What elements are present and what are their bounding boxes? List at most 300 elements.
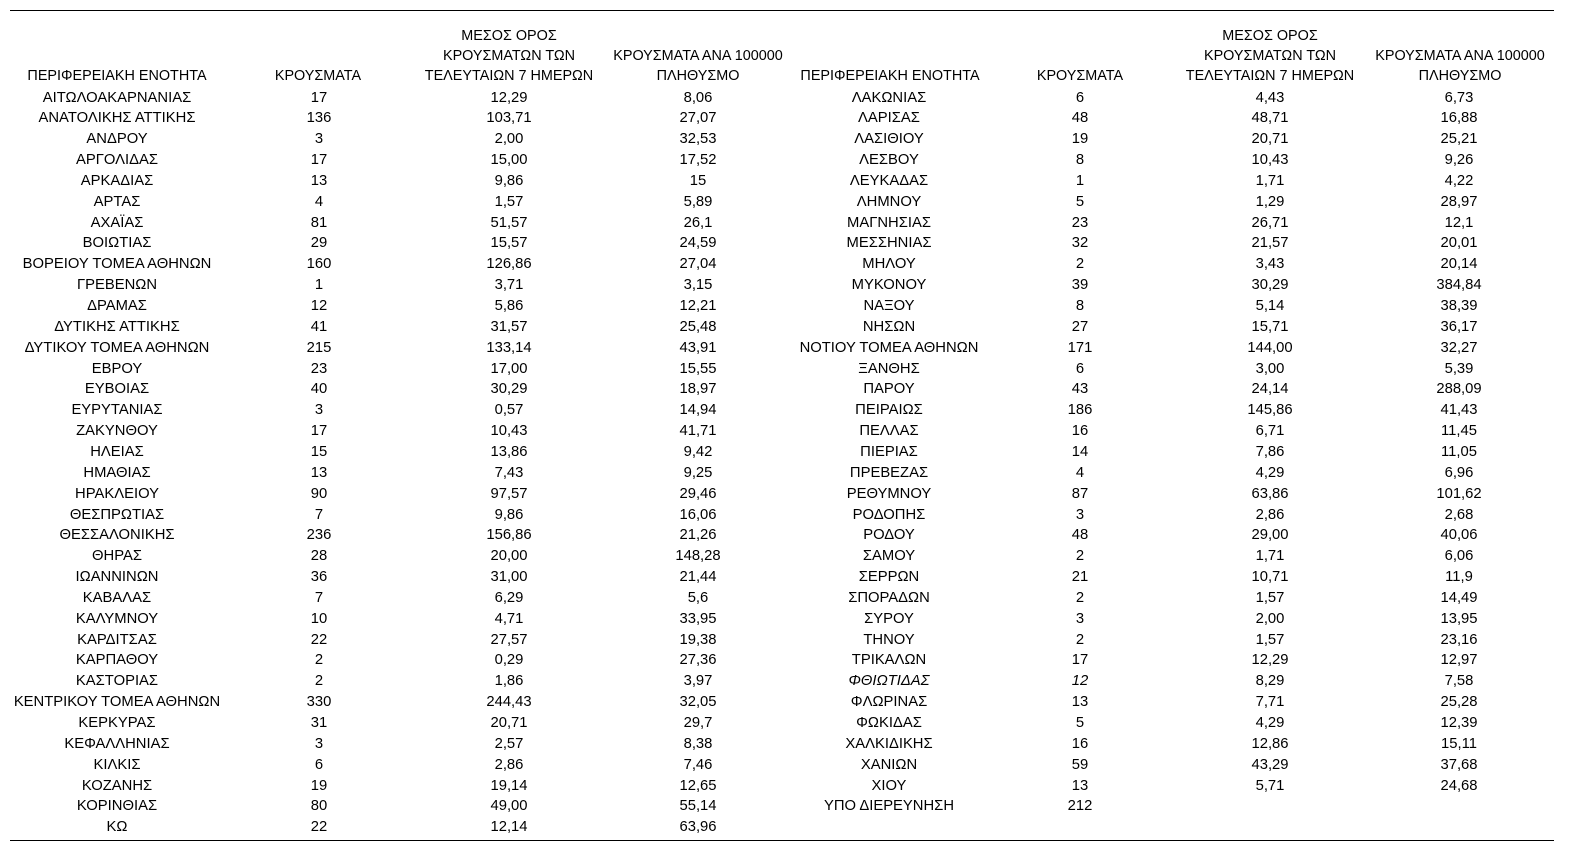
cases-cell: 81	[310, 214, 328, 231]
avg7-cell: 1,29	[1255, 193, 1285, 210]
per100k-cell: 5,39	[1444, 360, 1474, 377]
cases-cell: 160	[306, 256, 332, 273]
per100k-cell: 11,45	[1441, 423, 1477, 440]
cases-cell: 6	[314, 756, 324, 773]
per100k-cell: 16,88	[1440, 110, 1478, 127]
cases-cell: 6	[1075, 89, 1085, 106]
table-row	[10, 108, 1554, 129]
region-cell: ΛΑΣΙΘΙΟΥ	[854, 131, 924, 148]
cases-cell: 136	[306, 110, 332, 127]
per100k-cell: 12,21	[679, 298, 717, 314]
avg7-cell: 3,71	[494, 277, 524, 294]
per100k-cell: 3,97	[683, 673, 713, 690]
region-cell: ΡΟΔΟΠΗΣ	[852, 506, 926, 523]
region-cell: ΚΕΝΤΡΙΚΟΥ ΤΟΜΕΑ ΑΘΗΝΩΝ	[13, 694, 221, 711]
table-row	[10, 525, 1554, 546]
cases-cell: 41	[310, 318, 328, 335]
region-cell: ΚΙΛΚΙΣ	[93, 756, 141, 773]
avg7-cell: 1,71	[1255, 172, 1285, 189]
cases-cell: 212	[1067, 798, 1093, 815]
avg7-cell: 156,86	[486, 527, 532, 544]
avg7-cell: 20,71	[1251, 131, 1289, 148]
avg7-cell: 20,71	[490, 715, 528, 731]
table-row	[10, 588, 1554, 609]
avg7-cell: 29,00	[1251, 527, 1289, 544]
cases-cell: 5	[1075, 193, 1085, 210]
header-region-label: ΠΕΡΙΦΕΡΕΙΑΚΗ ΕΝΟΤΗΤΑ	[27, 68, 207, 84]
region-cell: ΣΠΟΡΑΔΩΝ	[848, 589, 930, 606]
table-row	[10, 275, 1554, 296]
cases-cell: 17	[310, 152, 328, 169]
region-cell: ΛΑΚΩΝΙΑΣ	[851, 89, 927, 106]
per100k-cell: 8,38	[683, 735, 713, 752]
cases-cell: 22	[310, 631, 328, 648]
per100k-cell: 25,21	[1440, 131, 1478, 148]
region-cell: ΜΑΓΝΗΣΙΑΣ	[847, 214, 931, 231]
region-cell: ΡΟΔΟΥ	[863, 527, 915, 544]
cases-cell: 12	[310, 298, 328, 314]
region-cell: ΓΡΕΒΕΝΩΝ	[76, 277, 158, 294]
cases-cell: 13	[310, 464, 328, 481]
region-cell: ΑΡΤΑΣ	[93, 193, 141, 210]
region-cell: ΚΟΖΑΝΗΣ	[81, 777, 153, 794]
region-cell: ΝΑΞΟΥ	[863, 298, 915, 314]
region-cell: ΧΑΛΚΙΔΙΚΗΣ	[845, 735, 933, 752]
per100k-cell: 13,95	[1440, 610, 1478, 627]
avg7-cell: 7,71	[1255, 694, 1285, 711]
table-row	[10, 359, 1554, 380]
region-cell: ΦΩΚΙΔΑΣ	[856, 715, 922, 731]
region-cell: ΑΡΚΑΔΙΑΣ	[80, 172, 154, 189]
cases-cell: 48	[1071, 527, 1089, 544]
header-per100k-left	[600, 24, 796, 86]
per100k-cell: 27,07	[679, 110, 717, 127]
per100k-cell: 27,36	[679, 652, 717, 669]
region-cell: ΘΕΣΠΡΩΤΙΑΣ	[69, 506, 165, 523]
per100k-cell: 6,73	[1444, 89, 1474, 106]
cases-cell: 31	[310, 715, 328, 731]
avg7-cell: 2,57	[494, 735, 524, 752]
avg7-cell: 15,00	[490, 152, 528, 169]
avg7-cell: 5,14	[1255, 298, 1285, 314]
region-cell: ΚΑΒΑΛΑΣ	[82, 589, 152, 606]
cases-cell: 2	[314, 673, 324, 690]
avg7-cell: 12,29	[1251, 652, 1289, 669]
region-cell: ΜΕΣΣΗΝΙΑΣ	[846, 235, 932, 252]
region-cell: ΠΡΕΒΕΖΑΣ	[849, 464, 929, 481]
top-border	[10, 10, 1554, 11]
cases-cell: 87	[1071, 485, 1089, 502]
per100k-cell: 15	[689, 172, 707, 189]
region-cell: ΕΥΡΥΤΑΝΙΑΣ	[71, 402, 163, 419]
region-cell: ΤΗΝΟΥ	[863, 631, 915, 648]
per100k-cell: 12,97	[1440, 652, 1478, 669]
header-cases-left	[268, 24, 368, 86]
cases-cell: 40	[310, 381, 328, 398]
avg7-cell: 244,43	[486, 694, 532, 711]
avg7-cell: 5,86	[494, 298, 524, 314]
table-row	[10, 505, 1554, 526]
table-row	[10, 609, 1554, 630]
per100k-cell: 11,9	[1445, 569, 1473, 586]
region-cell: ΛΕΥΚΑΔΑΣ	[849, 172, 929, 189]
per100k-cell: 33,95	[679, 610, 717, 627]
per100k-cell: 27,04	[679, 256, 717, 273]
table-row	[10, 254, 1554, 275]
per100k-cell: 41,71	[679, 423, 717, 440]
avg7-cell: 10,43	[490, 423, 528, 440]
cases-cell: 13	[310, 172, 328, 189]
per100k-cell: 6,96	[1444, 464, 1474, 481]
per100k-cell: 5,6	[687, 589, 709, 606]
cases-cell: 7	[314, 589, 324, 606]
cases-cell: 17	[310, 89, 328, 106]
cases-cell: 4	[314, 193, 324, 210]
per100k-cell: 2,68	[1444, 506, 1474, 523]
region-cell: ΠΕΛΛΑΣ	[859, 423, 919, 440]
cases-cell: 19	[310, 777, 328, 794]
per100k-cell: 25,28	[1440, 694, 1478, 711]
table-row	[10, 463, 1554, 484]
avg7-cell: 2,00	[1255, 610, 1285, 627]
avg7-cell: 15,71	[1251, 318, 1289, 335]
table-row	[10, 150, 1554, 171]
cases-cell: 2	[1075, 256, 1085, 273]
region-cell: ΡΕΘΥΜΝΟΥ	[846, 485, 932, 502]
avg7-cell: 51,57	[490, 214, 528, 231]
region-cell: ΜΥΚΟΝΟΥ	[851, 277, 927, 294]
per100k-cell: 19,38	[679, 631, 717, 648]
table-row	[10, 796, 1554, 817]
header-per100k-line2: ΠΛΗΘΥΣΜΟ	[656, 68, 740, 84]
cases-cell: 23	[1071, 214, 1089, 231]
cases-cell: 8	[1075, 152, 1085, 169]
header-region-left	[10, 24, 224, 86]
avg7-cell: 2,86	[1255, 506, 1285, 523]
avg7-cell: 43,29	[1251, 756, 1289, 773]
cases-cell: 1	[1075, 172, 1085, 189]
per100k-cell: 24,59	[679, 235, 717, 252]
avg7-cell: 4,43	[1255, 89, 1285, 106]
avg7-cell: 26,71	[1251, 214, 1289, 231]
table-row	[10, 400, 1554, 421]
region-cell: ΥΠΟ ΔΙΕΡΕΥΝΗΣΗ	[823, 798, 955, 815]
avg7-cell: 7,86	[1255, 443, 1285, 460]
bottom-border	[10, 840, 1554, 841]
per100k-cell: 8,06	[683, 89, 713, 106]
table-row	[10, 296, 1554, 317]
cases-cell: 2	[314, 652, 324, 669]
per100k-cell: 12,39	[1440, 715, 1478, 731]
region-cell: ΠΑΡΟΥ	[863, 381, 915, 398]
avg7-cell: 7,43	[494, 464, 524, 481]
per100k-cell: 384,84	[1436, 277, 1482, 294]
cases-cell: 16	[1071, 423, 1089, 440]
per100k-cell: 63,96	[679, 819, 717, 836]
avg7-cell: 9,86	[494, 172, 524, 189]
cases-cell: 7	[314, 506, 324, 523]
avg7-cell: 103,71	[486, 110, 532, 127]
per100k-cell: 14,49	[1440, 589, 1478, 606]
region-cell: ΣΕΡΡΩΝ	[858, 569, 920, 586]
region-cell: ΦΛΩΡΙΝΑΣ	[850, 694, 928, 711]
header-cases-label: ΚΡΟΥΣΜΑΤΑ	[274, 68, 362, 84]
cases-cell: 215	[306, 339, 332, 356]
avg7-cell: 31,00	[490, 569, 528, 586]
per100k-cell: 9,42	[683, 443, 713, 460]
per100k-cell: 32,27	[1440, 339, 1478, 356]
avg7-cell: 24,14	[1251, 381, 1289, 398]
cases-cell: 29	[310, 235, 328, 252]
per100k-cell: 26,1	[683, 214, 713, 231]
region-cell: ΠΕΙΡΑΙΩΣ	[855, 402, 923, 419]
table-row	[10, 317, 1554, 338]
per100k-cell: 32,53	[679, 131, 717, 148]
avg7-cell: 19,14	[490, 777, 528, 794]
region-cell: ΑΡΓΟΛΙΔΑΣ	[75, 152, 159, 169]
region-cell: ΒΟΙΩΤΙΑΣ	[82, 235, 152, 252]
avg7-cell: 31,57	[490, 318, 528, 335]
table-row	[10, 692, 1554, 713]
avg7-cell: 10,43	[1251, 152, 1289, 169]
cases-cell: 21	[1071, 569, 1089, 586]
cases-cell: 2	[1075, 631, 1085, 648]
per100k-cell: 5,89	[683, 193, 713, 210]
per100k-cell: 3,15	[683, 277, 713, 294]
region-cell: ΘΕΣΣΑΛΟΝΙΚΗΣ	[59, 527, 175, 544]
cases-cell: 14	[1071, 443, 1089, 460]
cases-cell: 16	[1071, 735, 1089, 752]
table-row	[10, 338, 1554, 359]
avg7-cell: 5,71	[1255, 777, 1285, 794]
cases-cell: 39	[1071, 277, 1089, 294]
cases-cell: 36	[310, 569, 328, 586]
region-cell: ΛΗΜΝΟΥ	[856, 193, 922, 210]
per100k-cell: 16,06	[679, 506, 717, 523]
per100k-cell: 55,14	[679, 798, 717, 815]
per100k-cell: 288,09	[1436, 381, 1482, 398]
per100k-cell: 14,94	[679, 402, 717, 419]
region-cell: ΚΕΡΚΥΡΑΣ	[78, 715, 156, 731]
region-cell: ΧΑΝΙΩΝ	[860, 756, 918, 773]
per100k-cell: 17,52	[679, 152, 717, 169]
avg7-cell: 1,57	[1255, 589, 1285, 606]
avg7-cell: 27,57	[490, 631, 528, 648]
cases-cell: 5	[1075, 715, 1085, 731]
per100k-cell: 40,06	[1440, 527, 1478, 544]
region-cell: ΕΒΡΟΥ	[91, 360, 143, 377]
cases-cell: 32	[1071, 235, 1089, 252]
region-cell: ΗΛΕΙΑΣ	[90, 443, 144, 460]
header-cases-label: ΚΡΟΥΣΜΑΤΑ	[1036, 68, 1124, 84]
cases-cell: 3	[1075, 506, 1085, 523]
cases-cell: 17	[310, 423, 328, 440]
avg7-cell: 145,86	[1247, 402, 1293, 419]
header-avg7-right	[1175, 24, 1365, 86]
per100k-cell: 15,55	[679, 360, 717, 377]
region-cell: ΚΑΛΥΜΝΟΥ	[75, 610, 159, 627]
table-row	[10, 817, 1554, 838]
cases-cell: 48	[1071, 110, 1089, 127]
cases-cell: 236	[306, 527, 332, 544]
region-cell: ΗΡΑΚΛΕΙΟΥ	[75, 485, 159, 502]
table-row	[10, 776, 1554, 797]
region-cell: ΞΑΝΘΗΣ	[858, 360, 920, 377]
cases-cell: 2	[1075, 548, 1085, 565]
per100k-cell: 6,06	[1444, 548, 1474, 565]
per100k-cell: 38,39	[1440, 298, 1478, 314]
avg7-cell: 3,00	[1255, 360, 1285, 377]
cases-cell: 3	[314, 131, 324, 148]
header-avg7-line2: ΚΡΟΥΣΜΑΤΩΝ ΤΩΝ	[1203, 48, 1337, 64]
region-cell: ΖΑΚΥΝΘΟΥ	[76, 423, 158, 440]
per100k-cell: 18,97	[679, 381, 717, 398]
avg7-cell: 1,71	[1255, 548, 1285, 565]
table-row	[10, 379, 1554, 400]
cases-cell: 17	[1071, 652, 1089, 669]
per100k-cell: 28,97	[1440, 193, 1478, 210]
per100k-cell: 21,44	[679, 569, 717, 586]
avg7-cell: 15,57	[490, 235, 528, 252]
avg7-cell: 6,29	[494, 589, 524, 606]
avg7-cell: 4,71	[494, 610, 524, 627]
avg7-cell: 17,00	[490, 360, 528, 377]
avg7-cell: 126,86	[486, 256, 532, 273]
per100k-cell: 32,05	[679, 694, 717, 711]
region-cell: ΜΗΛΟΥ	[862, 256, 916, 273]
table-row	[10, 755, 1554, 776]
cases-cell: 43	[1071, 381, 1089, 398]
header-per100k-line1: ΚΡΟΥΣΜΑΤΑ ΑΝΑ 100000	[1375, 48, 1545, 64]
header-avg7-line1: ΜΕΣΟΣ ΟΡΟΣ	[461, 28, 557, 44]
per100k-cell: 12,65	[679, 777, 717, 794]
avg7-cell: 13,86	[490, 443, 528, 460]
header-avg7-left	[414, 24, 604, 86]
region-cell: ΠΙΕΡΙΑΣ	[860, 443, 918, 460]
avg7-cell: 6,71	[1255, 423, 1285, 440]
per100k-cell: 23,16	[1440, 631, 1478, 648]
per100k-cell: 7,46	[683, 756, 713, 773]
region-cell: ΚΟΡΙΝΘΙΑΣ	[76, 798, 158, 815]
table-row	[10, 192, 1554, 213]
header-per100k-line1: ΚΡΟΥΣΜΑΤΑ ΑΝΑ 100000	[613, 48, 783, 64]
avg7-cell: 10,71	[1251, 569, 1289, 586]
per100k-cell: 101,62	[1436, 485, 1482, 502]
region-cell: ΣΥΡΟΥ	[864, 610, 914, 627]
table-row	[10, 734, 1554, 755]
cases-cell: 10	[310, 610, 328, 627]
region-cell: ΑΧΑΪΑΣ	[90, 214, 144, 231]
avg7-cell: 63,86	[1251, 485, 1289, 502]
per100k-cell: 7,58	[1444, 673, 1474, 690]
region-cell: ΑΙΤΩΛΟΑΚΑΡΝΑΝΙΑΣ	[42, 89, 192, 106]
cases-cell: 6	[1075, 360, 1085, 377]
avg7-cell: 12,29	[490, 89, 528, 106]
avg7-cell: 97,57	[490, 485, 528, 502]
region-cell: ΝΗΣΩΝ	[862, 318, 916, 335]
header-avg7-line1: ΜΕΣΟΣ ΟΡΟΣ	[1222, 28, 1318, 44]
per100k-cell: 21,26	[679, 527, 717, 544]
cases-cell: 12	[1071, 673, 1089, 690]
region-cell: ΚΕΦΑΛΛΗΝΙΑΣ	[64, 735, 170, 752]
region-cell: ΧΙΟΥ	[871, 777, 907, 794]
table-row	[10, 546, 1554, 567]
cases-cell: 2	[1075, 589, 1085, 606]
table-row	[10, 88, 1554, 109]
cases-cell: 3	[314, 735, 324, 752]
cases-cell: 15	[310, 443, 328, 460]
per100k-cell: 29,46	[679, 485, 717, 502]
avg7-cell: 0,29	[494, 652, 524, 669]
table-row	[10, 484, 1554, 505]
cases-cell: 90	[310, 485, 328, 502]
cases-cell: 186	[1067, 402, 1093, 419]
per100k-cell: 29,7	[683, 715, 713, 731]
per100k-cell: 11,05	[1441, 443, 1477, 460]
header-region-right	[792, 24, 988, 86]
region-cell: ΦΘΙΩΤΙΔΑΣ	[848, 673, 930, 690]
table-row	[10, 567, 1554, 588]
per100k-cell: 148,28	[675, 548, 721, 565]
region-cell: ΕΥΒΟΙΑΣ	[84, 381, 150, 398]
region-cell: ΛΑΡΙΣΑΣ	[858, 110, 920, 127]
cases-cell: 3	[1075, 610, 1085, 627]
avg7-cell: 3,43	[1255, 256, 1285, 273]
avg7-cell: 20,00	[490, 548, 528, 565]
table-row	[10, 630, 1554, 651]
per100k-cell: 41,43	[1440, 402, 1478, 419]
region-cell: ΘΗΡΑΣ	[92, 548, 142, 565]
per100k-cell: 20,14	[1440, 256, 1478, 273]
table-row	[10, 421, 1554, 442]
cases-cell: 19	[1071, 131, 1089, 148]
avg7-cell: 0,57	[494, 402, 524, 419]
cases-cell: 28	[310, 548, 328, 565]
per100k-cell: 9,26	[1444, 152, 1474, 169]
cases-cell: 13	[1071, 694, 1089, 711]
cases-cell: 22	[310, 819, 328, 836]
cases-cell: 8	[1075, 298, 1085, 314]
header-per100k-line2: ΠΛΗΘΥΣΜΟ	[1418, 68, 1502, 84]
per100k-cell: 24,68	[1440, 777, 1478, 794]
avg7-cell: 4,29	[1255, 464, 1285, 481]
avg7-cell: 144,00	[1247, 339, 1293, 356]
avg7-cell: 49,00	[490, 798, 528, 815]
per100k-cell: 43,91	[679, 339, 717, 356]
cases-cell: 27	[1071, 318, 1089, 335]
avg7-cell: 1,86	[494, 673, 524, 690]
header-avg7-line3: ΤΕΛΕΥΤΑΙΩΝ 7 ΗΜΕΡΩΝ	[1185, 68, 1355, 84]
region-cell: ΑΝΔΡΟΥ	[86, 131, 148, 148]
avg7-cell: 8,29	[1255, 673, 1285, 690]
region-cell: ΗΜΑΘΙΑΣ	[83, 464, 151, 481]
per100k-cell: 20,01	[1440, 235, 1478, 252]
cases-cell: 23	[310, 360, 328, 377]
per100k-cell: 12,1	[1444, 214, 1474, 231]
region-cell: ΔΥΤΙΚΟΥ ΤΟΜΕΑ ΑΘΗΝΩΝ	[24, 339, 210, 356]
region-cell: ΑΝΑΤΟΛΙΚΗΣ ΑΤΤΙΚΗΣ	[38, 110, 196, 127]
region-cell: ΚΑΣΤΟΡΙΑΣ	[75, 673, 159, 690]
avg7-cell: 1,57	[494, 193, 524, 210]
region-cell: ΣΑΜΟΥ	[862, 548, 916, 565]
table-row	[10, 650, 1554, 671]
avg7-cell: 48,71	[1251, 110, 1289, 127]
cases-cell: 171	[1067, 339, 1093, 356]
region-cell: ΚΩ	[106, 819, 128, 836]
cases-cell: 1	[314, 277, 324, 294]
region-cell: ΔΡΑΜΑΣ	[87, 298, 147, 314]
per100k-cell: 9,25	[683, 464, 713, 481]
